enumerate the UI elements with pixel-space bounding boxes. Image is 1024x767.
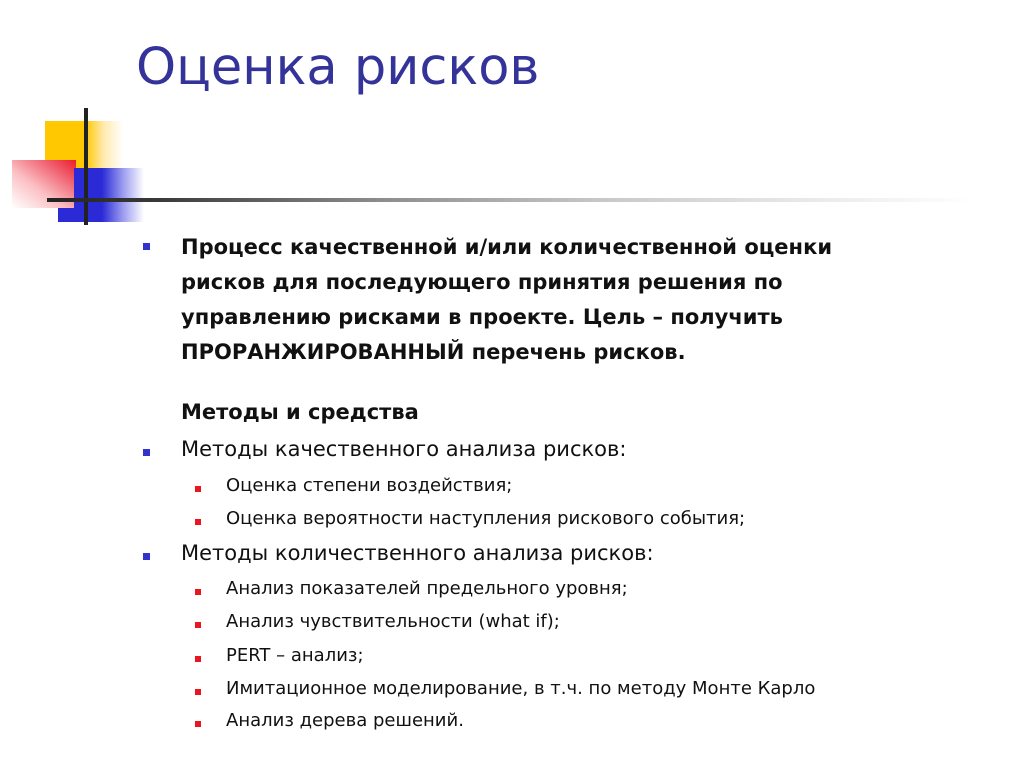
red-square-bullet-icon (195, 519, 201, 525)
list-item: Имитационное моделирование, в т.ч. по методу Монте Карло (226, 678, 816, 699)
list-item: Оценка вероятности наступления рискового события; (226, 508, 746, 529)
red-square-bullet-icon (195, 689, 201, 695)
intro-line: ПРОРАНЖИРОВАННЫЙ перечень рисков. (181, 340, 686, 364)
list-item: Анализ показателей предельного уровня; (226, 578, 628, 599)
red-square-bullet-icon (195, 656, 201, 662)
red-square-bullet-icon (195, 589, 201, 595)
section-label: Методы количественного анализа рисков: (181, 541, 654, 565)
intro-line: управлению рисками в проекте. Цель – получить (181, 305, 783, 329)
horizontal-divider-line (47, 198, 972, 202)
section-label: Методы качественного анализа рисков: (181, 437, 627, 461)
square-bullet-icon (143, 553, 150, 560)
list-item: Анализ чувствительности (what if); (226, 611, 560, 632)
intro-line: рисков для последующего принятия решения по (181, 270, 783, 294)
red-square-bullet-icon (195, 622, 201, 628)
red-square-bullet-icon (195, 721, 201, 727)
list-item: Оценка степени воздействия; (226, 475, 513, 496)
list-item: PERT – анализ; (226, 645, 364, 666)
red-square-bullet-icon (195, 486, 201, 492)
intro-paragraph (181, 230, 941, 370)
slide-title: Оценка рисков (136, 38, 540, 97)
list-item: Анализ дерева решений. (226, 710, 464, 731)
blue-square-extension-shape (58, 208, 76, 222)
intro-line: Процесс качественной и/или количественной оценки (181, 235, 833, 259)
vertical-divider-line (84, 108, 88, 225)
square-bullet-icon (143, 449, 150, 456)
methods-subheading: Методы и средства (181, 400, 419, 424)
square-bullet-icon (143, 243, 150, 250)
